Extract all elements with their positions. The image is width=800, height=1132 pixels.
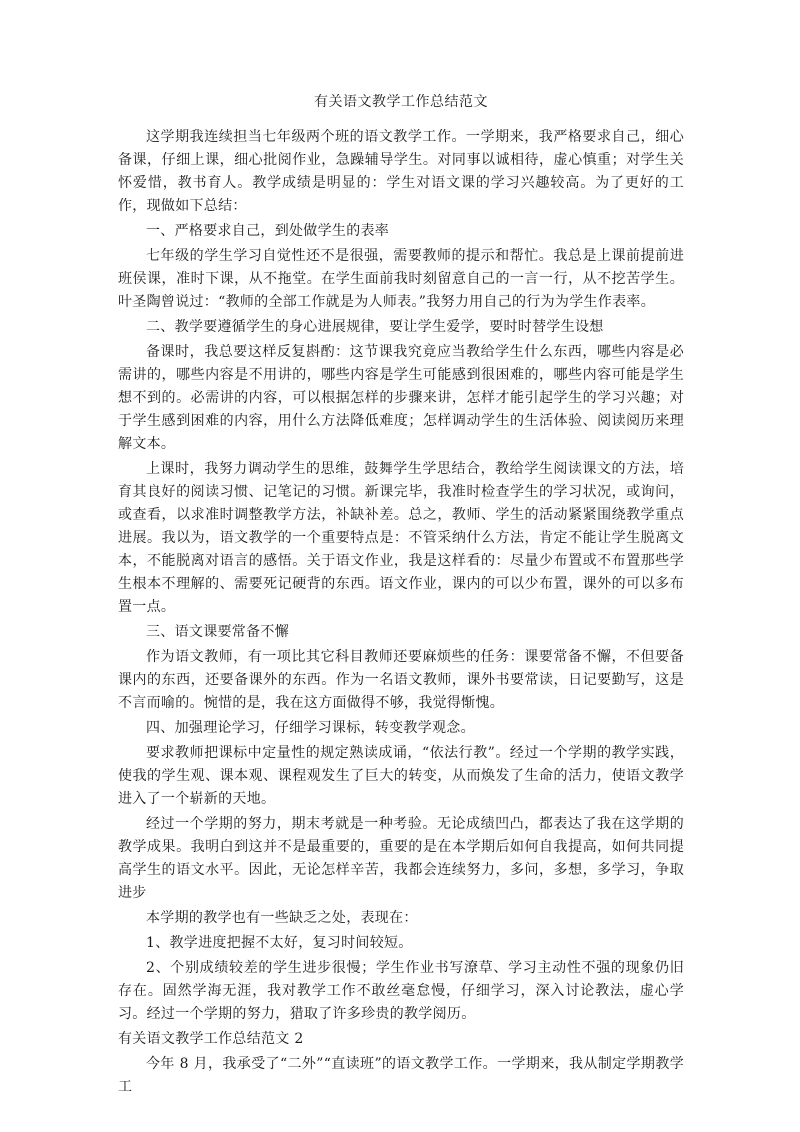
paragraph: 作为语文教师，有一项比其它科目教师还要麻烦些的任务：课要常备不懈，不但要备课内的东西，还要备课外的东西。作为一名语文教师，课外书要常读，日记要勤写，这是不言而喻的。惋惜的是，我在这方面做得不够，我觉得惭愧。 bbox=[118, 649, 684, 711]
paragraph: 本学期的教学也有一些缺乏之处，表现在： bbox=[146, 910, 418, 926]
section-subtitle: 有关语文教学工作总结范文 2 bbox=[118, 1031, 304, 1047]
section-heading: 三、语文课要常备不懈 bbox=[146, 624, 289, 640]
paragraph: 这学期我连续担当七年级两个班的语文教学工作。一学期来，我严格要求自己，细心备课，仔细上课，细心批阅作业，急躁辅导学生。对同事以诚相待，虚心慎重；对学生关怀爱惜，教书育人。教学成绩是明显的：学生对语文课的学习兴趣较高。为了更好的工作，现做如下总结： bbox=[118, 129, 684, 214]
paragraph: 1、教学进度把握不太好，复习时间较短。 bbox=[146, 935, 413, 951]
paragraph: 要求教师把课标中定量性的规定熟读成诵，“依法行教”。经过一个学期的教学实践，使我的学生观、课本观、课程观发生了巨大的转变，从而焕发了生命的活力，使语文教学进入了一个崭新的天地。 bbox=[118, 745, 684, 807]
document-title: 有关语文教学工作总结范文 bbox=[314, 94, 488, 110]
paragraph: 今年 8 月，我承受了“二外”“直读班”的语文教学工作。一学期来，我从制定学期教学工 bbox=[118, 1056, 684, 1095]
paragraph: 上课时，我努力调动学生的思维，鼓舞学生学思结合，教给学生阅读课文的方法，培育其良好的阅读习惯、记笔记的习惯。新课完毕，我准时检查学生的学习状况，或询问，或查看，以求准时调整教学方法，补缺补差。总之，教师、学生的活动紧紧围绕教学重点进展。我以为，语文教学的一个重要特点是：不管采纳什么方法，肯定不能让学生脱离文本，不能脱离对语言的感悟。关于语文作业，我是这样看的：尽量少布置或不布置那些学生根本不理解的、需要死记硬背的东西。语文作业，课内的可以少布置，课外的可以多布置一点。 bbox=[118, 461, 684, 615]
paragraph: 2、个别成绩较差的学生进步很慢；学生作业书写潦草、学习主动性不强的现象仍旧存在。固然学海无涯，我对教学工作不敢丝毫怠慢，仔细学习，深入讨论教法，虚心学习。经过一个学期的努力，猎取了许多珍贵的教学阅历。 bbox=[118, 960, 684, 1022]
paragraph: 经过一个学期的努力，期末考就是一种考验。无论成绩凹凸，都表达了我在这学期的教学成果。我明白到这并不是最重要的，重要的是在本学期后如何自我提高，如何共同提高学生的语文水平。因此，无论怎样辛苦，我都会连续努力，多问，多想，多学习，争取进步 bbox=[118, 816, 684, 901]
document-page bbox=[118, 92, 684, 1101]
paragraph: 备课时，我总要这样反复斟酌：这节课我究竟应当教给学生什么东西，哪些内容是必需讲的，哪些内容是不用讲的，哪些内容是学生可能感到很困难的，哪些内容可能是学生想不到的。必需讲的内容，可以根据怎样的步骤来讲，怎样才能引起学生的学习兴趣；对于学生感到困难的内容，用什么方法降低难度；怎样调动学生的生活体验、阅读阅历来理解文本。 bbox=[118, 344, 684, 452]
paragraph: 七年级的学生学习自觉性还不是很强，需要教师的提示和帮忙。我总是上课前提前进班侯课，准时下课，从不拖堂。在学生面前我时刻留意自己的一言一行，从不挖苦学生。叶圣陶曾说过：“教师的全部工作就是为人师表。”我努力用自己的行为为学生作表率。 bbox=[118, 248, 684, 310]
section-heading: 一、严格要求自己，到处做学生的表率 bbox=[146, 223, 390, 239]
section-heading: 二、教学要遵循学生的身心进展规律，要让学生爱学，要时时替学生设想 bbox=[146, 319, 604, 335]
document-body bbox=[118, 126, 684, 1099]
section-heading: 四、加强理论学习，仔细学习课标，转变教学观念。 bbox=[146, 720, 475, 736]
